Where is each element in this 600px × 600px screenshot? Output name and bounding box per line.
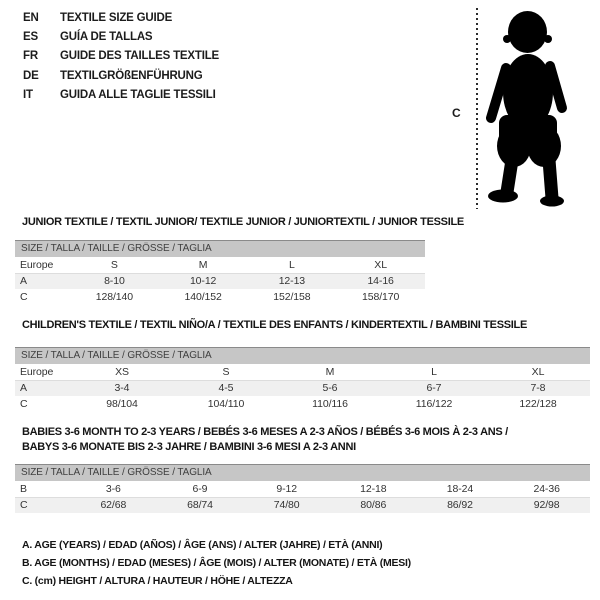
size-cell: 86/92 <box>447 499 473 512</box>
size-cell: 12-18 <box>330 481 417 497</box>
lang-code: EN <box>23 12 39 24</box>
table-row <box>15 396 590 412</box>
height-label: C <box>452 106 461 120</box>
size-cell: 152/158 <box>273 291 311 303</box>
size-cell: 98/104 <box>106 398 138 410</box>
table-row <box>15 257 425 273</box>
babies-size-table <box>15 481 590 513</box>
lang-code: ES <box>23 31 38 44</box>
size-cell: 6-7 <box>426 382 442 395</box>
size-cell: 18-24 <box>417 481 504 497</box>
language-list <box>23 9 219 105</box>
size-cell: S <box>70 257 159 273</box>
size-cell: 3-4 <box>114 382 130 395</box>
size-cell: XL <box>486 364 590 380</box>
legend-line-a: A. AGE (YEARS) / EDAD (AÑOS) / ÂGE (ANS) / ALTER (JAHRE) / ETÀ (ANNI) <box>22 539 383 551</box>
legend-line-c: C. (cm) HEIGHT / ALTURA / HAUTEUR / HÖHE / ALTEZZA <box>22 575 293 587</box>
lang-code: IT <box>23 88 33 101</box>
size-cell: 3-6 <box>70 481 157 497</box>
legend-line-b: B. AGE (MONTHS) / EDAD (MESES) / ÂGE (MOIS) / ALTER (MONATE) / ETÀ (MESI) <box>22 557 411 569</box>
table-row <box>15 481 590 497</box>
lang-label: GUÍA DE TALLAS <box>60 31 153 44</box>
size-cell: 9-12 <box>243 481 330 497</box>
size-cell: 10-12 <box>189 275 217 288</box>
size-cell: 74/80 <box>273 499 300 512</box>
children-size-table <box>15 364 590 412</box>
lang-row-fr <box>23 47 219 66</box>
size-cell: 14-16 <box>367 275 394 288</box>
size-cell: 104/110 <box>207 398 245 410</box>
junior-size-table <box>15 257 425 305</box>
children-table-title <box>22 318 527 333</box>
size-cell: XS <box>70 364 174 380</box>
size-header-bar: SIZE / TALLA / TAILLE / GRÖSSE / TAGLIA <box>15 240 425 257</box>
row-label: A <box>20 275 27 288</box>
row-label: B <box>15 481 70 497</box>
size-cell: 158/170 <box>361 291 400 303</box>
lang-label: TEXTILGRÖßENFÜHRUNG <box>60 69 203 82</box>
row-label: A <box>20 382 27 395</box>
table-row <box>15 289 425 305</box>
size-cell: 4-5 <box>218 382 234 395</box>
size-cell: S <box>174 364 278 380</box>
size-cell: 7-8 <box>530 382 546 395</box>
row-label: Europe <box>15 257 70 273</box>
lang-row-es <box>23 28 219 47</box>
title-line: JUNIOR TEXTILE / TEXTIL JUNIOR/ TEXTILE JUNIOR / JUNIORTEXTIL / JUNIOR TESSILE <box>22 216 464 228</box>
size-header-bar: SIZE / TALLA / TAILLE / GRÖSSE / TAGLIA <box>15 347 590 364</box>
size-cell: 12-13 <box>278 275 306 288</box>
size-cell: 80/86 <box>360 499 387 512</box>
size-cell: 24-36 <box>503 481 590 497</box>
size-header-bar: SIZE / TALLA / TAILLE / GRÖSSE / TAGLIA <box>15 464 590 481</box>
size-cell: M <box>159 257 248 273</box>
lang-label: TEXTILE SIZE GUIDE <box>60 12 173 24</box>
lang-code: DE <box>23 69 39 82</box>
table-row <box>15 273 425 289</box>
size-cell: XL <box>336 257 425 273</box>
lang-label: GUIDA ALLE TAGLIE TESSILI <box>60 88 216 101</box>
lang-code: FR <box>23 50 38 63</box>
title-line: CHILDREN'S TEXTILE / TEXTIL NIÑO/A / TEXTILE DES ENFANTS / KINDERTEXTIL / BAMBINI TESSILE <box>22 319 527 331</box>
size-cell: 92/98 <box>533 499 560 512</box>
lang-row-de <box>23 67 219 86</box>
title-line: BABYS 3-6 MONATE BIS 2-3 JAHRE / BAMBINI 3-6 MESI A 2-3 ANNI <box>22 441 356 453</box>
row-label: C <box>20 499 28 512</box>
size-cell: 116/122 <box>415 398 453 410</box>
size-cell: 128/140 <box>95 291 133 303</box>
table-row <box>15 364 590 380</box>
size-cell: 62/68 <box>100 499 127 512</box>
table-row <box>15 497 590 513</box>
row-label: C <box>20 291 28 303</box>
row-label: C <box>20 398 28 410</box>
baby-silhouette-icon <box>486 10 578 208</box>
babies-table-title <box>22 425 508 455</box>
table-row <box>15 380 590 396</box>
size-cell: M <box>278 364 382 380</box>
size-cell: 122/128 <box>519 398 557 410</box>
size-cell: 5-6 <box>322 382 338 395</box>
junior-table-title <box>22 215 464 230</box>
size-cell: L <box>248 257 337 273</box>
size-cell: L <box>382 364 486 380</box>
size-cell: 6-9 <box>157 481 244 497</box>
title-line: BABIES 3-6 MONTH TO 2-3 YEARS / BEBÉS 3-6 MESES A 2-3 AÑOS / BÉBÉS 3-6 MOIS À 2-3 ANS / <box>22 426 508 438</box>
lang-label: GUIDE DES TAILLES TEXTILE <box>60 50 219 63</box>
size-cell: 8-10 <box>104 275 125 288</box>
size-cell: 68/74 <box>187 499 213 512</box>
height-dotted-line <box>476 8 478 209</box>
lang-row-it <box>23 86 219 105</box>
row-label: Europe <box>15 364 70 380</box>
legend <box>22 536 411 590</box>
size-cell: 110/116 <box>312 398 348 410</box>
lang-row-en <box>23 9 219 28</box>
size-cell: 140/152 <box>184 291 222 303</box>
